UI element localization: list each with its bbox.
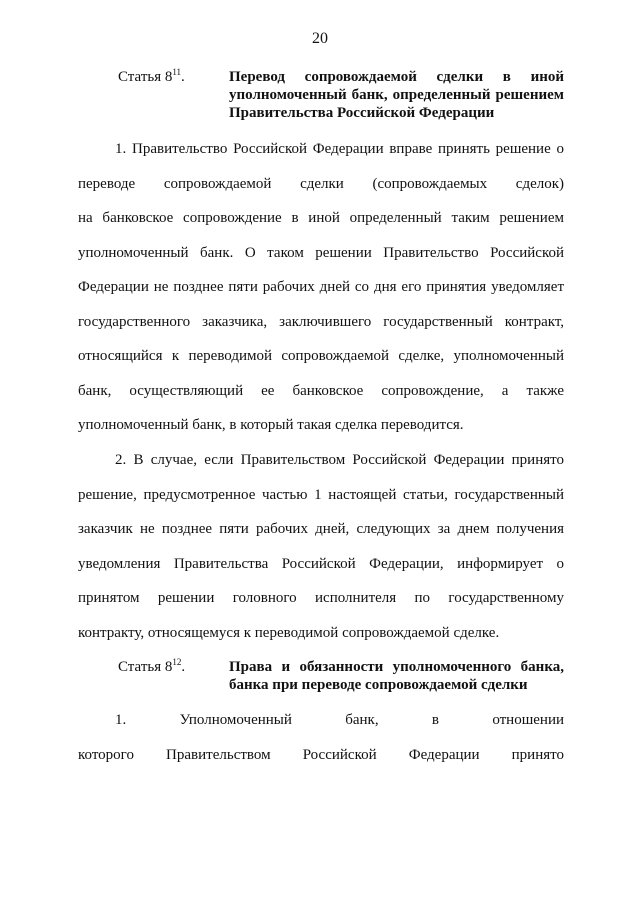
text-line: контракту, относящемуся к переводимой сопровождаемой сделке.: [78, 624, 500, 641]
text-line: переводе сопровождаемой сделки (сопровождаемых сделок): [78, 175, 564, 192]
article-title: Перевод сопровождаемой сделки в иной уполномоченный банк, определенный решением Правительства Российской Федерации: [229, 69, 564, 121]
text-line: решение, предусмотренное частью 1 настоящей статьи, государственный: [78, 486, 564, 503]
text-line: принятом решении головного исполнителя по государственному: [78, 590, 564, 606]
text-line: 1. Правительство Российской Федерации вправе принять решение о: [115, 141, 564, 157]
page-number: 20: [312, 30, 328, 47]
paragraph-2: [78, 451, 564, 658]
article-number: Статья $8^{11}$.: [118, 67, 185, 85]
text-line: уполномоченный банк. О таком решении Правительство Российской: [78, 244, 564, 261]
text-line: на банковское сопровождение в иной определенный таким решением: [78, 210, 564, 226]
paragraph-3: [78, 711, 564, 780]
text-line: банк, осуществляющий ее банковское сопровождение, а также: [78, 382, 564, 399]
article-number: Статья $8^{12}$.: [118, 657, 186, 675]
article-title: Права и обязанности уполномоченного банка, банка при переводе сопровождаемой сделки: [229, 659, 564, 693]
text-line: 1. Уполномоченный банк, в отношении: [115, 712, 564, 728]
text-line: заказчик не позднее пяти рабочих дней, следующих за днем получения: [78, 521, 564, 537]
text-line: которого Правительством Российской Федерации принято: [78, 746, 564, 763]
paragraph-1: [78, 140, 564, 451]
text-line: государственного заказчика, заключившего государственный контракт,: [78, 313, 564, 330]
text-line: Федерации не позднее пяти рабочих дней со дня его принятия уведомляет: [78, 279, 564, 295]
text-line: относящийся к переводимой сопровождаемой сделке, уполномоченный: [78, 348, 564, 364]
text-line: 2. В случае, если Правительством Российской Федерации принято: [115, 452, 564, 468]
text-line: уполномоченный банк, в который такая сделка переводится.: [78, 417, 464, 433]
text-line: уведомления Правительства Российской Федерации, информирует о: [78, 555, 564, 572]
